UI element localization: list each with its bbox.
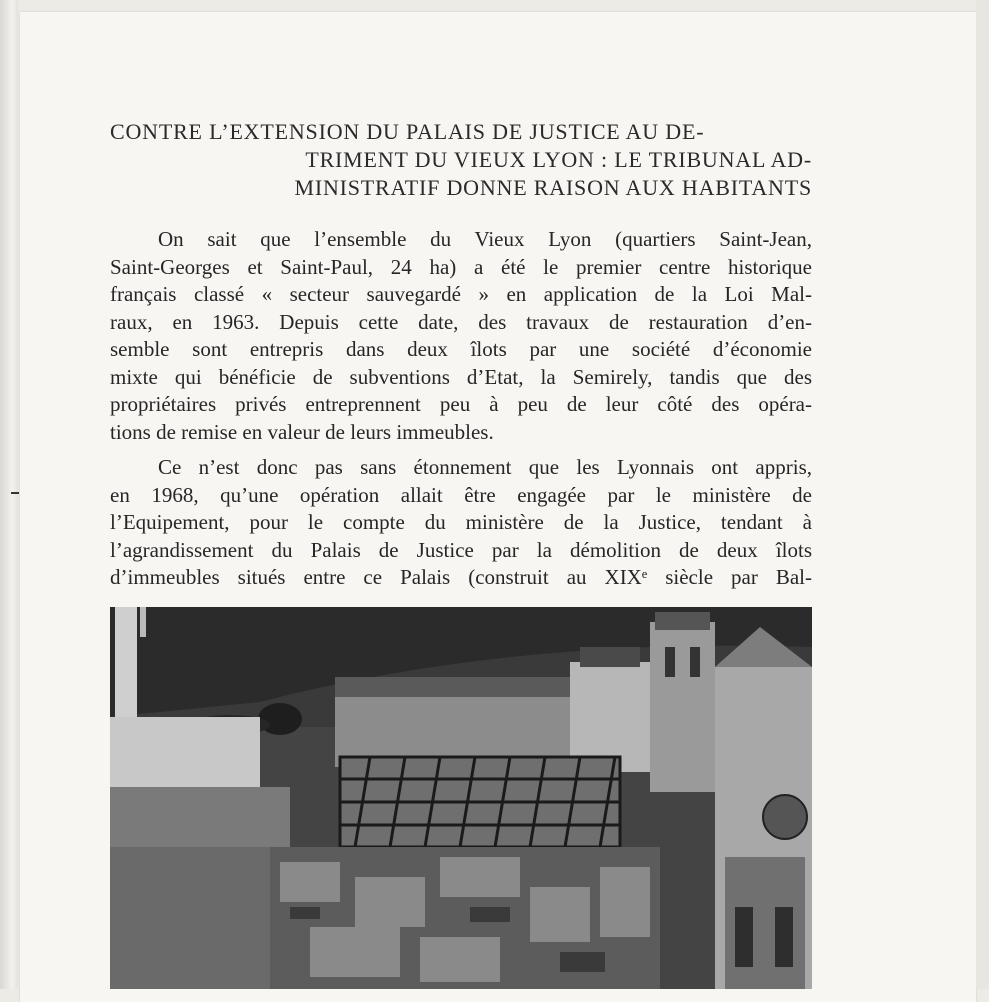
article-heading [110,118,812,202]
text-line: en 1968, qu’une opération allait être engagée par le ministère de [110,482,812,507]
text-line: propriétaires privés entreprennent peu à peu de leur côté des opéra- [110,392,812,416]
page-edge [976,0,989,989]
heading-line: TRIMENT DU VIEUX LYON : LE TRIBUNAL AD- [305,147,812,172]
text-line: semble sont entrepris dans deux îlots par une société d’économie [110,337,812,361]
paragraph [110,454,812,592]
text-line: l’Equipement, pour le compte du ministère de la Justice, tendant à [110,510,812,534]
text-line: raux, en 1963. Depuis cette date, des travaux de restauration d’en- [110,309,812,334]
page-binding [0,0,18,989]
binding-mark [11,492,19,494]
text-line: mixte qui bénéficie de subventions d’Etat, la Semirely, tandis que des [110,364,812,389]
heading-line: MINISTRATIF DONNE RAISON AUX HABITANTS [294,175,812,200]
text-line: français classé « secteur sauvegardé » en application de la Loi Mal- [110,282,812,306]
article-body [110,226,812,600]
heading-line: CONTRE L’EXTENSION DU PALAIS DE JUSTICE AU DE- [110,119,705,144]
aerial-photograph [110,607,812,989]
paragraph [110,226,812,446]
text-line: Ce n’est donc pas sans étonnement que les Lyonnais ont appris, [158,455,812,479]
text-line: On sait que l’ensemble du Vieux Lyon (quartiers Saint-Jean, [158,227,812,251]
text-line: tions de remise en valeur de leurs immeubles. [110,419,494,444]
text-line: Saint-Georges et Saint-Paul, 24 ha) a été le premier centre historique [110,254,812,279]
text-line: d’immeubles situés entre ce Palais (construit au XIXᵉ siècle par Bal- [110,565,812,589]
text-line: l’agrandissement du Palais de Justice par la démolition de deux îlots [110,537,812,562]
